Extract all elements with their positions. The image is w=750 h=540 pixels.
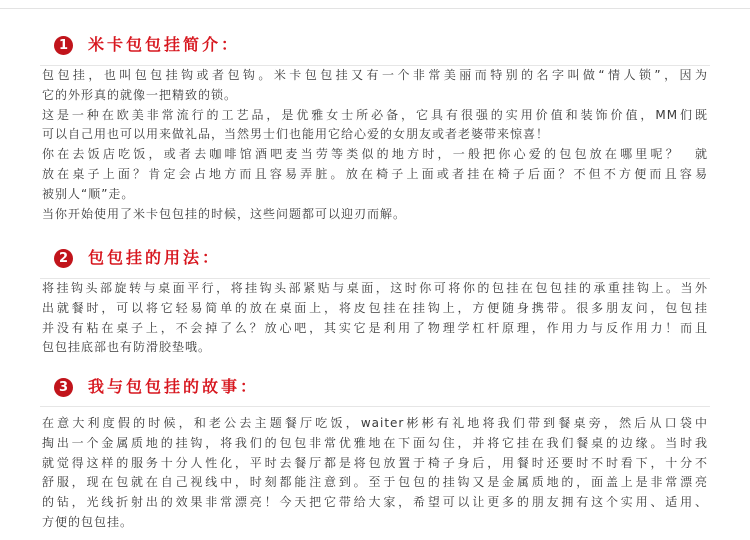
section-heading: [54, 32, 240, 58]
body-line: 你在去饭店吃饭，或者去咖啡馆酒吧麦当劳等类似的地方时，一般把你心爱的包包放在哪里呢？ 就: [42, 147, 708, 162]
body-line: 方便的包包挂。: [42, 514, 134, 529]
paragraph: [42, 145, 708, 204]
section-title: 我与包包挂的故事：: [88, 377, 260, 396]
body-line: 可以自己用也可以用来做礼品，当然男士们也能用它给心爱的女朋友或者老婆带来惊喜！: [42, 127, 550, 142]
paragraph: [42, 279, 708, 358]
section-heading: [54, 374, 259, 400]
body-line: 它的外形真的就像一把精致的锁。: [42, 87, 238, 102]
section-title: 米卡包包挂简介：: [88, 35, 241, 54]
body-line: 这是一种在欧美非常流行的工艺品，是优雅女士所必备，它具有很强的实用价值和装饰价值，MM们既: [42, 107, 708, 122]
body-line: 被别人“顺”走。: [42, 186, 135, 201]
section-body: [42, 414, 708, 533]
body-line: 将挂钩头部旋转与桌面平行，将挂钩头部紧贴与桌面，这时你可将你的包挂在包包挂的承重挂钩上。当外: [42, 281, 708, 295]
section-story: [0, 374, 750, 529]
paragraph: [42, 205, 708, 225]
body-line: 当你开始使用了米卡包包挂的时候，这些问题都可以迎刃而解。: [42, 206, 407, 221]
body-line: 在意大利度假的时候，和老公去主题餐厅吃饭，waiter彬彬有礼地将我们带到餐桌旁，然后从口袋中: [42, 416, 708, 430]
section-intro: [0, 32, 750, 221]
body-line: 的钻，光线折射出的效果非常漂亮！今天把它带给大家，希望可以让更多的朋友拥有这个实用、适用、: [42, 495, 708, 510]
paragraph: [42, 106, 708, 146]
body-line: 放在桌子上面？肯定会占地方而且容易弄脏。放在椅子上面或者挂在椅子后面？不但不方便而且容易: [42, 166, 708, 181]
section-body: [42, 279, 708, 358]
section-title: 包包挂的用法：: [88, 248, 222, 267]
body-line: 包包挂底部也有防滑胶垫哦。: [42, 340, 212, 355]
section-divider: [40, 406, 710, 407]
body-line: 掏出一个金属质地的挂钩，将我们的包包非常优雅地在下面勾住，并将它挂在我们餐桌的边缘。当时我: [42, 435, 708, 450]
section-heading: [54, 245, 221, 271]
section-number-badge: 3: [54, 378, 73, 397]
section-body: [42, 66, 708, 224]
section-number-badge: 1: [54, 36, 73, 55]
body-line: 出就餐时，可以将它轻易简单的放在桌面上，将皮包挂在挂钩上，方便随身携带。很多朋友问，包包挂: [42, 300, 708, 315]
body-line: 就觉得这样的服务十分人性化，平时去餐厅都是将包放置于椅子身后，用餐时还要时不时看下，十分不: [42, 455, 708, 470]
body-line: 并没有粘在桌子上，不会掉了么？放心吧，其实它是利用了物理学杠杆原理，作用力与反作用力！而且: [42, 320, 708, 335]
body-line: 舒服，现在包就在自己视线中，时刻都能注意到。至于包包的挂钩又是金属质地的，面盖上是非常漂亮: [42, 475, 708, 490]
paragraph: [42, 414, 708, 533]
section-number-badge: 2: [54, 249, 73, 268]
body-line: 包包挂，也叫包包挂钩或者包钩。米卡包包挂又有一个非常美丽而特别的名字叫做“情人锁”，因为: [42, 68, 708, 82]
section-usage: [0, 245, 750, 355]
paragraph: [42, 66, 708, 106]
top-rule: [0, 8, 750, 9]
